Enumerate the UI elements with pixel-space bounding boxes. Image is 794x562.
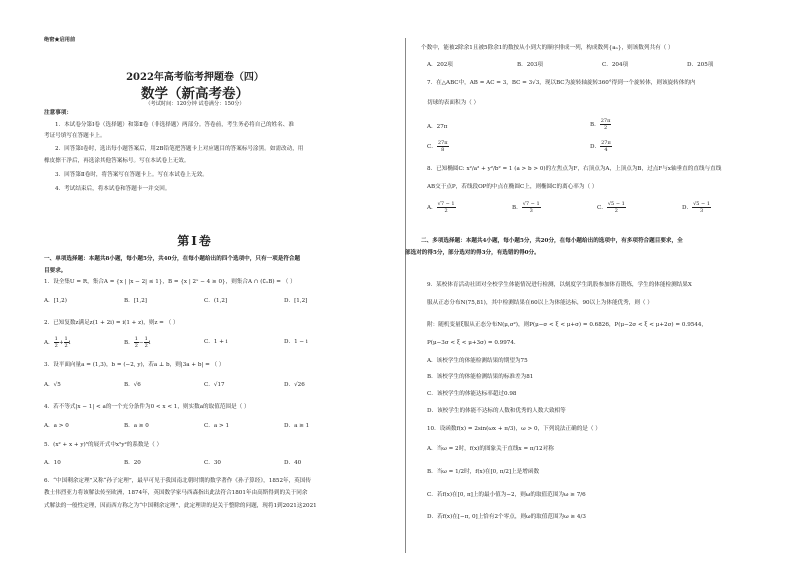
q9-line2: 服从正态分布N(75,81)，其中检测结果在60以上为体能达标，90以上为体能优秀，则（ ） <box>427 300 653 306</box>
q8-option-b: B． $\frac{√7 - 1}{3}$ <box>512 201 540 214</box>
q10-option-c: C．若f(x)在[0, π]上的最小值为−2，则ω的取值范围为ω ≥ 7/6 <box>427 492 586 498</box>
q5-stem: 5．(x² + x + y)⁵的展开式中x⁵y²的系数是（ ） <box>44 442 163 448</box>
q5-option-c: C．30 <box>204 460 221 466</box>
q8-line2: AB交于点P，若线段OP的中点在椭圆C上，则椭圆C的离心率为（ ） <box>427 184 598 190</box>
q9-line4: P(μ−3σ < ξ < μ+3σ) = 0.9974. <box>427 340 516 346</box>
q6-option-c: C．204项 <box>602 62 629 68</box>
section-1-line2: 目要求。 <box>44 268 67 274</box>
q8-option-c: C． $\frac{√5 - 1}{2}$ <box>597 201 625 214</box>
q7-line2: 切球的表面积为（ ） <box>427 100 480 106</box>
q9-option-b: B．该校学生的体能检测结果的标准差为81 <box>427 374 534 380</box>
q1-option-c: C．(1,2] <box>204 298 228 304</box>
q10-option-a: A．当ω = 2时，f(x)的图象关于直线x = π/12对称 <box>427 446 554 452</box>
q1-stem: 1．设全集U = R，集合A = {x | |x − 2| ≤ 1}，B = {x | 2ˣ − 4 ≥ 0}，则集合A ∩ (∁ᵤB) = （ ） <box>44 279 296 285</box>
q3-stem: 3．设平面向量a = (1,3)，b = (−2, y)，若a ⊥ b，则|3a + b| = （ ） <box>44 362 225 368</box>
q2-option-d: D．1 − i <box>284 339 308 345</box>
exam-subject: 数学（新高考卷） <box>141 86 249 102</box>
q2-option-a: A． $\frac{1}{2}$ + $\frac{1}{2}$ i <box>44 336 71 349</box>
q1-option-d: D．[1,2] <box>284 298 308 304</box>
q8-line1: 8．已知椭圆C: x²/a² + y²/b² = 1 (a > b > 0)的左焦点为F，右顶点为A，上顶点为B，过点F与x轴垂直的直线与直线 <box>427 166 722 172</box>
q9-option-d: D．该校学生的体能不达标的人数和优秀的人数大致相等 <box>427 408 566 414</box>
q9-option-a: A．该校学生的体能检测结果的期望为75 <box>427 358 528 364</box>
q6-continued: 个数中，能被2除余1且被5除余1的数按从小到大的顺序排成一列，构成数列{aₙ}，则该数列共有（ ） <box>421 45 674 51</box>
q9-line3: 附：随机变量ξ服从正态分布N(μ,σ²)，则P(μ−σ < ξ < μ+σ) = 0.6826，P(μ−2σ < ξ < μ+2σ) = 0.9544， <box>427 322 708 328</box>
q4-option-a: A．a > 0 <box>44 423 69 429</box>
note-1b: 考证号填写在答题卡上。 <box>44 133 106 139</box>
section-2-line2: 部选对的得5分，部分选对的得3分，有选错的得0分。 <box>405 250 540 256</box>
section-1-line1: 一、单项选择题：本题共8小题，每小题5分，共40分，在每小题给出的四个选项中，只有一项是符合题 <box>44 256 301 262</box>
q1-option-a: A．[1,2) <box>44 298 67 304</box>
q3-option-a: A．√5 <box>44 382 61 388</box>
part-1-heading: 第Ⅰ卷 <box>177 234 213 248</box>
exam-title: 2022年高考临考押题卷（四） <box>126 72 264 83</box>
q5-option-a: A．10 <box>44 460 61 466</box>
q6-line1: 6．“中国剩余定理”又称“孙子定理”，最早可见于我国南北朝时期的数学著作《孙子算经》，1852年，英国传 <box>44 478 311 484</box>
q10-option-d: D．若f(x)在[−π, 0]上恰有2个零点，则ω的取值范围为ω ≥ 4/3 <box>427 514 586 520</box>
q2-option-c: C．1 + i <box>204 339 228 345</box>
exam-info: （考试时间：120分钟 试卷满分：150分） <box>145 101 245 107</box>
q7-line1: 7．在△ABC中，AB = AC = 3，BC = 3√3，现以BC为旋转轴旋转360°得到一个旋转体，则该旋转体的内 <box>427 80 696 86</box>
q10-stem: 10．设函数f(x) = 2sin(ωx + π/3)，ω > 0，下列说法正确的是（ ） <box>427 426 601 432</box>
q6-option-d: D．205项 <box>687 62 714 68</box>
q2-stem: 2．已知复数z满足z(1 + 2i) = i(1 + z)，则z = （ ） <box>44 320 179 326</box>
q3-option-b: B．√6 <box>124 382 141 388</box>
q6-option-b: B．203项 <box>517 62 543 68</box>
q4-option-c: C．a > 1 <box>204 423 230 429</box>
q4-option-d: D．a ≥ 1 <box>284 423 310 429</box>
note-4: 4．考试结束后，将本试卷和答题卡一并交回。 <box>55 186 171 192</box>
q6-line2: 教士伟烈亚力将该解法传至欧洲，1874年，英国数学家马西森指出此法符合1801年由高斯得到的关于同余 <box>44 490 308 496</box>
q3-option-d: D．√26 <box>284 382 305 388</box>
note-2a: 2．回答第Ⅰ卷时，选出每小题答案后，用2B铅笔把答题卡上对应题目的答案标号涂黑。如需改动，用 <box>55 146 304 152</box>
q7-option-c: C． $\frac{27\pi}{8}$ <box>427 140 448 153</box>
q5-option-b: B．20 <box>124 460 141 466</box>
q8-option-a: A． $\frac{√7 - 1}{2}$ <box>427 201 455 214</box>
q7-option-b: B． $\frac{27\pi}{2}$ <box>590 118 611 131</box>
q6-option-a: A．202项 <box>427 62 453 68</box>
note-2b: 橡皮擦干净后，再选涂其他答案标号。写在本试卷上无效。 <box>44 158 190 164</box>
q9-option-c: C．该校学生的体能达标率超过0.98 <box>427 391 517 397</box>
q5-option-d: D．40 <box>284 460 302 466</box>
section-2-line1: 二、多项选择题：本题共4小题，每小题5分，共20分，在每小题给出的选项中，有多项符合题目要求，全 <box>421 238 683 244</box>
q4-stem: 4．若不等式|x − 1| < a的一个充分条件为0 < x < 1，则实数a的取值范围是（ ） <box>44 404 250 410</box>
notes-heading: 注意事项： <box>44 110 72 116</box>
q8-option-d: D． $\frac{√5 - 1}{3}$ <box>682 201 711 214</box>
q6-line3: 式解法的一般性定理，因而西方称之为“中国剩余定理”，此定理讲的是关于整除的问题，现将1到2021这2021 <box>44 503 317 509</box>
q7-option-d: D． $\frac{27\pi}{4}$ <box>590 140 611 153</box>
column-divider <box>405 38 406 553</box>
q1-option-b: B．[1,2] <box>124 298 147 304</box>
q10-option-b: B．当ω = 1/2时，f(x)在[0, π/2]上是增函数 <box>427 469 540 475</box>
q9-line1: 9．某校体育活动社团对全校学生体能情况进行检测，以刻度学生肌股参加体育锻炼，学生的体能检测结果X <box>427 282 692 288</box>
q4-option-b: B．a ≥ 0 <box>124 423 149 429</box>
note-3: 3．回答第Ⅱ卷时，将答案写在答题卡上。写在本试卷上无效。 <box>55 172 208 178</box>
q7-option-a: A．27π <box>427 124 448 130</box>
note-1a: 1．本试卷分第Ⅰ卷（选择题）和第Ⅱ卷（非选择题）两部分。答卷前，考生务必将自己的姓名、准 <box>55 122 294 128</box>
q3-option-c: C．√17 <box>204 382 225 388</box>
q2-option-b: B． $\frac{1}{2}$ − $\frac{1}{2}$ i <box>124 336 151 349</box>
secret-label: 绝密★启用前 <box>44 37 76 43</box>
